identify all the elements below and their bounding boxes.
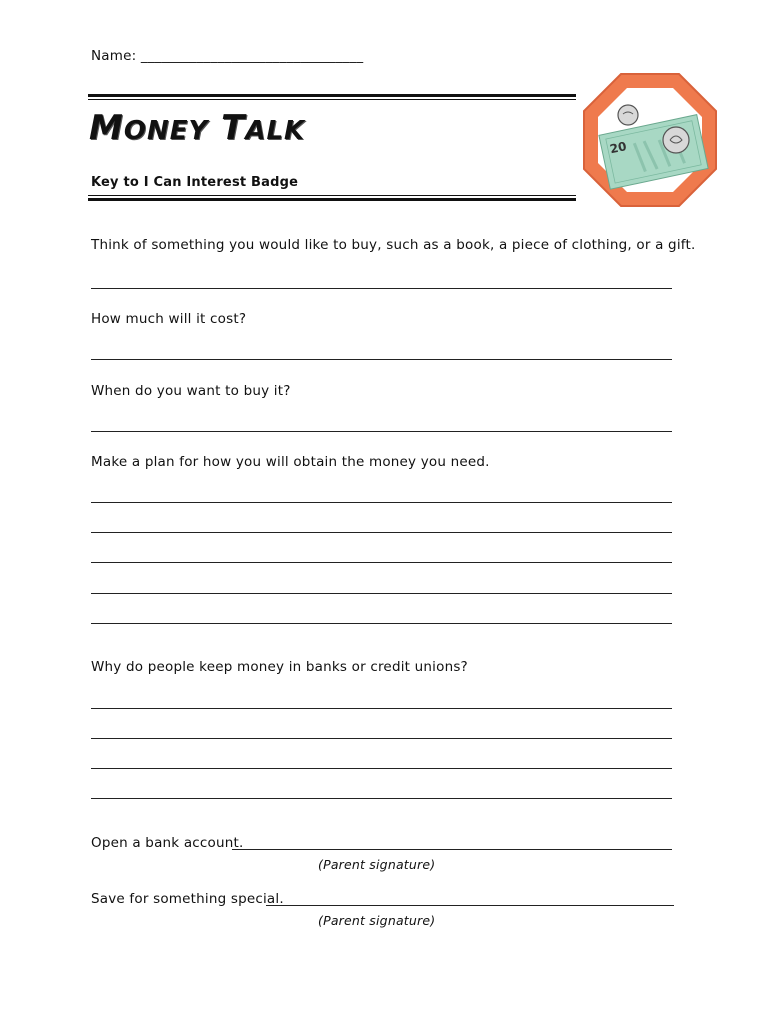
parent-signature-caption: (Parent signature)	[318, 857, 436, 872]
title-oney: ONEY	[123, 116, 209, 146]
top-bar-thick	[88, 94, 576, 97]
answer-line[interactable]	[91, 798, 672, 799]
answer-line[interactable]	[91, 532, 672, 533]
bill-number: 20	[608, 139, 628, 157]
subtitle: Key to I Can Interest Badge	[91, 175, 299, 190]
open-account-label: Open a bank account.	[91, 835, 244, 851]
top-bar-thin	[88, 99, 576, 100]
title-m: M	[89, 108, 124, 148]
question-item-when: When do you want to buy it?	[91, 383, 291, 399]
answer-line[interactable]	[91, 623, 672, 624]
title-alk: ALK	[245, 116, 306, 146]
title-t: T	[221, 108, 246, 148]
answer-line[interactable]	[91, 708, 672, 709]
name-label: Name: ________________________________	[91, 48, 364, 64]
answer-line[interactable]	[91, 359, 672, 360]
answer-line[interactable]	[91, 431, 672, 432]
signature-line[interactable]	[266, 905, 674, 906]
coin-icon	[618, 105, 638, 125]
question-item-cost: How much will it cost?	[91, 311, 247, 327]
badge-icon	[580, 70, 720, 210]
answer-line[interactable]	[91, 768, 672, 769]
answer-line[interactable]	[91, 593, 672, 594]
bottom-bar-thin	[88, 195, 576, 196]
question-item-plan: Make a plan for how you will obtain the money you need.	[91, 454, 490, 470]
bottom-bar-thick	[88, 198, 576, 201]
answer-line[interactable]	[91, 562, 672, 563]
page-title	[89, 108, 305, 148]
question-item-banks: Why do people keep money in banks or credit unions?	[91, 659, 468, 675]
signature-line[interactable]	[232, 849, 672, 850]
answer-line[interactable]	[91, 288, 672, 289]
answer-line[interactable]	[91, 738, 672, 739]
save-special-label: Save for something special.	[91, 891, 284, 907]
parent-signature-caption: (Parent signature)	[318, 913, 436, 928]
coin-icon	[663, 127, 689, 153]
question-item-buy: Think of something you would like to buy, such as a book, a piece of clothing, or a gift.	[91, 237, 696, 253]
answer-line[interactable]	[91, 502, 672, 503]
